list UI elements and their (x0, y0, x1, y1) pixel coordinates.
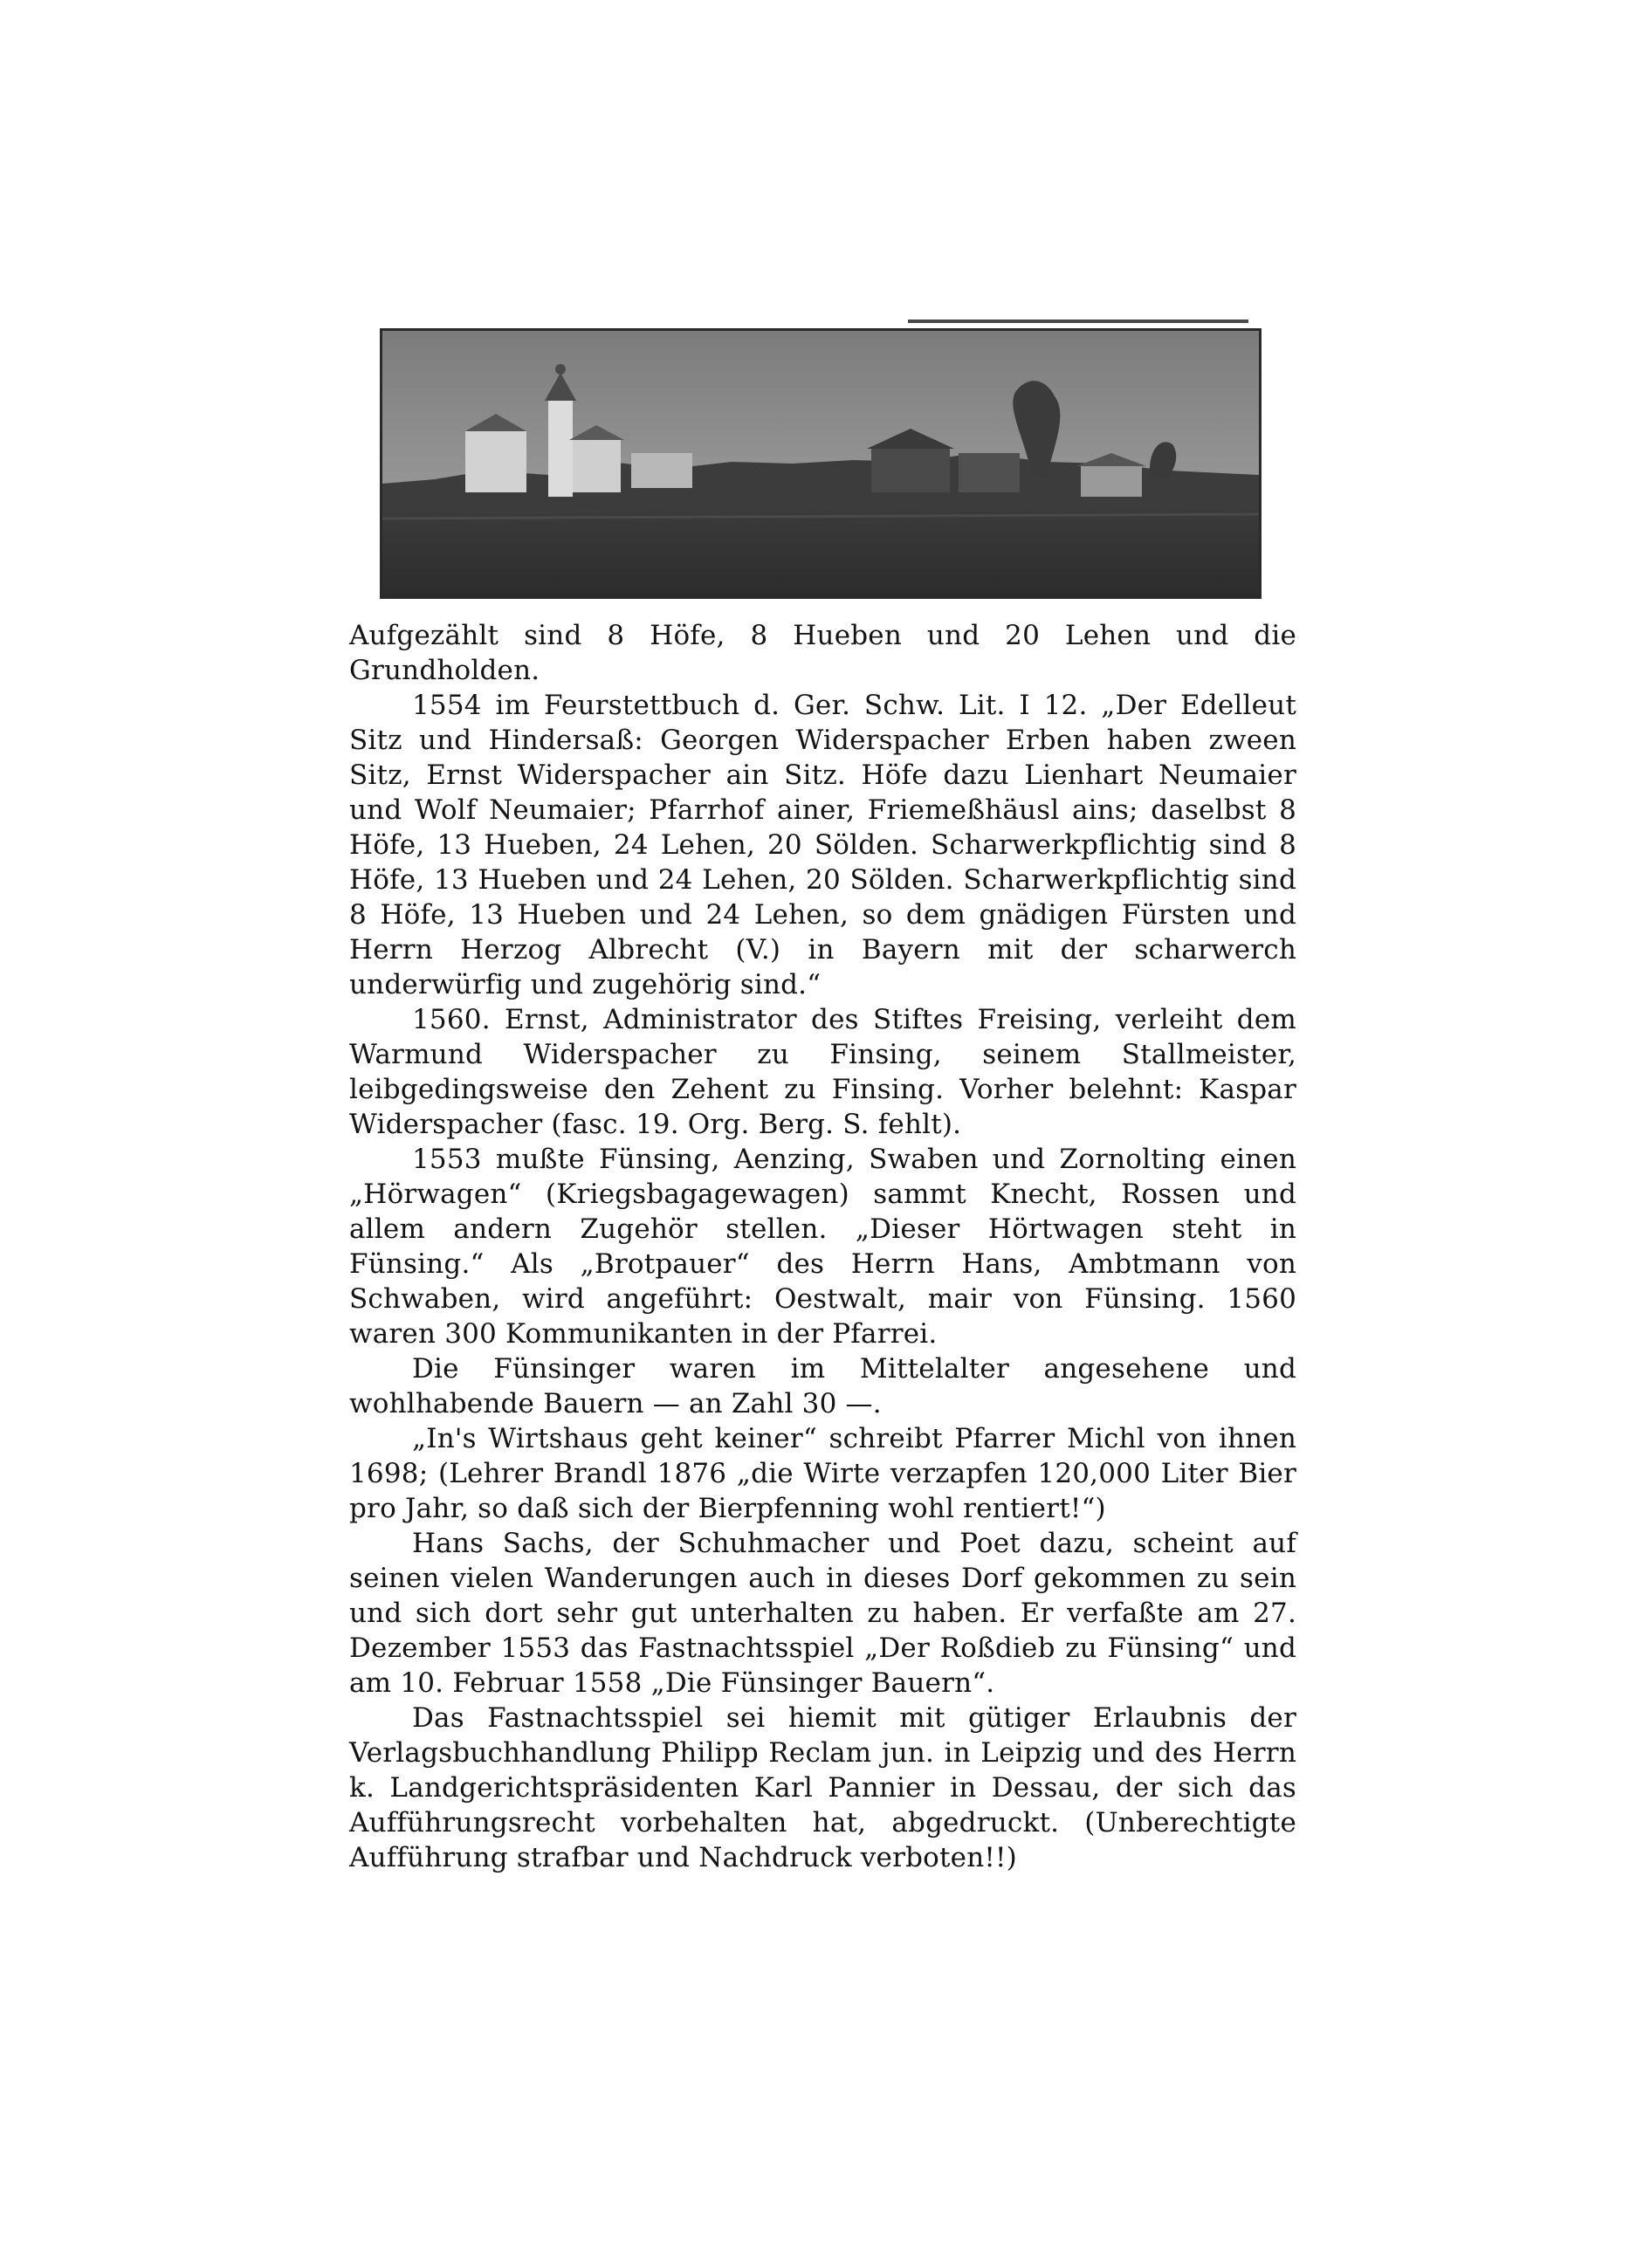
paragraph-1553: 1553 mußte Fünsing, Aenzing, Swaben und Zornolting einen „Hörwagen“ (Kriegsbagagewagen) sammt Knecht, Rossen und allem andern Zugehör stellen. „Dieser Hörtwagen steht in Fünsing.“ Als „Brotpauer“ des Herrn Hans, Ambtmann von Schwaben, wird angeführt: Oestwalt, mair von Fünsing. 1560 waren 300 Kommunikanten in der Pfarrei. (349, 1144, 1296, 1350)
paragraph-middle-ages: Die Fünsinger waren im Mittelalter angesehene und wohlhabende Bauern — an Zahl 30 —. (349, 1353, 1296, 1419)
paragraph-1554: 1554 im Feurstettbuch d. Ger. Schw. Lit. I 12. „Der Edelleut Sitz und Hindersaß: Georgen Widerspacher Erben haben zween Sitz, Ernst Widerspacher ain Sitz. Höfe dazu Lienhart Neumaier und Wolf Neumaier; Pfarrhof ainer, Friemeßhäusl ains; daselbst 8 Höfe, 13 Hueben, 24 Lehen, 20 Sölden. Scharwerkpflichtig sind 8 Höfe, 13 Hueben und 24 Lehen, 20 Sölden. Scharwerkpflichtig sind 8 Höfe, 13 Hueben und 24 Lehen, so dem gnädigen Fürsten und Herrn Herzog Albrecht (V.) in Bayern mit der scharwerch underwürfig und zugehörig sind.“ (349, 690, 1296, 1000)
paragraph-permission: Das Fastnachtsspiel sei hiemit mit gütiger Erlaubnis der Verlagsbuchhandlung Philipp Reclam jun. in Leipzig und des Herrn k. Landgerichtspräsidenten Karl Pannier in Dessau, der sich das Aufführungsrecht vorbehalten hat, abgedruckt. (Unberechtigte Aufführung strafbar und Nachdruck verboten!!) (349, 1702, 1296, 1873)
paragraph-wirtshaus: „In's Wirtshaus geht keiner“ schreibt Pfarrer Michl von ihnen 1698; (Lehrer Brandl 1876 „die Wirte verzapfen 120,000 Liter Bier pro Jahr, so daß sich der Bierpfenning wohl rentiert!“) (349, 1423, 1296, 1524)
paragraph-hans-sachs: Hans Sachs, der Schuhmacher und Poet dazu, scheint auf seinen vielen Wanderungen auch in dieses Dorf gekommen zu sein und sich dort sehr gut unterhalten zu haben. Er verfaßte am 27. Dezember 1553 das Fastnachtsspiel „Der Roßdieb zu Fünsing“ und am 10. Februar 1558 „Die Fünsinger Bauern“. (349, 1528, 1296, 1699)
paragraph-enumeration: Aufgezählt sind 8 Höfe, 8 Hueben und 20 Lehen und die Grundholden. (349, 620, 1296, 686)
article-text (349, 618, 1296, 1875)
scan-rule-line (908, 320, 1248, 323)
paragraph-1560: 1560. Ernst, Administrator des Stiftes Freising, verleiht dem Warmund Widerspacher zu Finsing, seinem Stallmeister, leibgedingsweise den Zehent zu Finsing. Vorher belehnt: Kaspar Widerspacher (fasc. 19. Org. Berg. S. fehlt). (349, 1004, 1296, 1140)
village-panorama-photo (380, 328, 1262, 599)
village-illustration (382, 331, 1259, 596)
